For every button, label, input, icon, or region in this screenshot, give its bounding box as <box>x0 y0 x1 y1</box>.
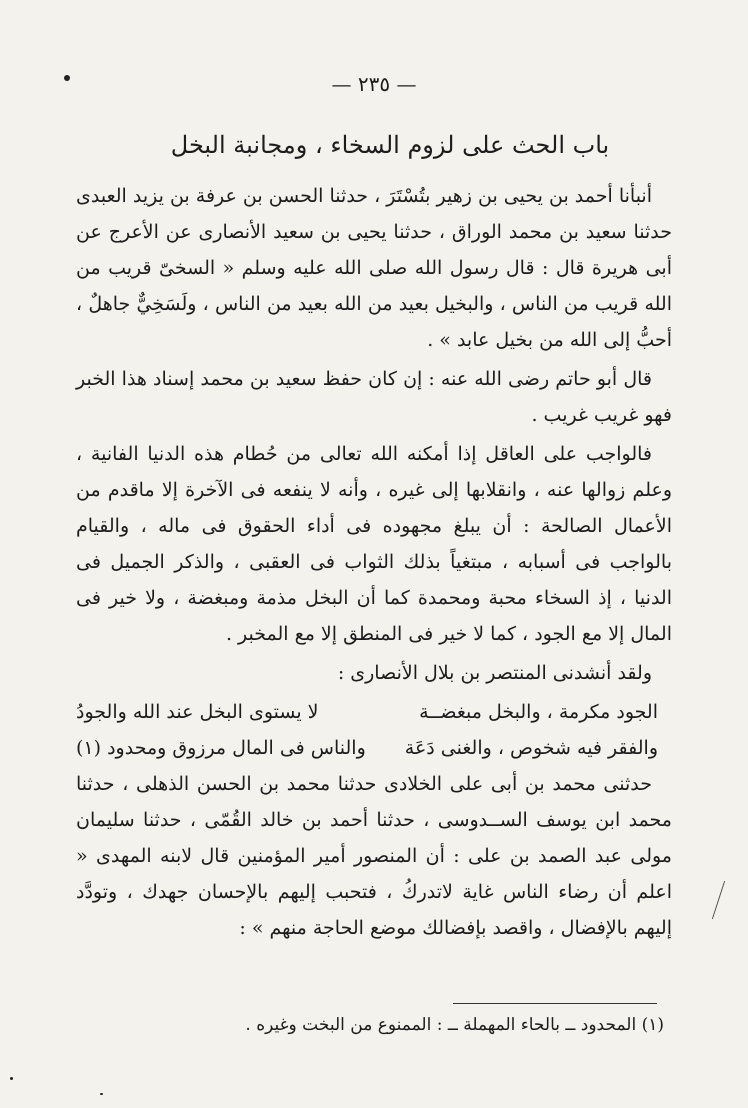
verse-second-hemistich: لا يستوى البخل عند الله والجودُ <box>76 701 319 723</box>
ink-speck <box>10 1077 13 1080</box>
verse-second-hemistich: والناس فى المال مرزوق ومحدود (١) <box>76 737 366 759</box>
main-text <box>76 178 672 949</box>
paragraph-isnad: حدثنى محمد بن أبى على الخلادى حدثنا محمد بن الحسن الذهلى ، حدثنا محمد ابن يوسف الســدوسى ، حدثنا أحمد بن خالد القُمّى ، حدثنا سليمان مولى عبد الصمد بن على : أن المنصور أمير المؤمنين قال لابنه المهدى « اعلم أن رضاء الناس غاية لاتدركُ ، فتحبب إليهم بالإحسان جهدك ، وتودَّد إليهم بالإفضال ، واقصد بإفضالك موضع الحاجة منهم » : <box>76 773 672 939</box>
margin-mark <box>712 881 725 919</box>
ink-speck <box>100 1093 103 1095</box>
footnote-divider <box>453 1003 657 1004</box>
verse-first-hemistich: والفقر فيه شخوص ، والغنى دَعَة <box>404 737 658 759</box>
paragraph-duty: فالواجب على العاقل إذا أمكنه الله تعالى من حُطام هذه الدنيا الفانية ، وعلم زوالها عنه ، وانقلابها إلى غيره ، وأنه لا ينفعه فى الآخرة إلا ماقدم من الأعمال الصالحة : أن يبلغ مجهوده فى أداء الحقوق فى ماله ، والقيام بالواجب فى أسبابه ، مبتغياً بذلك الثواب فى العقبى ، والذكر الجميل فى الدنيا ، إذ السخاء محبة ومحمدة كما أن البخل مذمة ومبغضة ، ولا خير فى المال إلا مع الجود ، كما لا خير فى المنطق إلا مع المخبر . <box>76 443 672 645</box>
paragraph-hadith: أنبأنا أحمد بن يحيى بن زهير بتُسْتَرَ ، حدثنا الحسن بن عرفة بن يزيد العبدى حدثنا سعيد بن محمد الوراق ، حدثنا يحيى بن سعيد الأنصارى عن الأعرج عن أبى هريرة قال : قال رسول الله صلى الله عليه وسلم « السخىّ قريب من الله قريب من الناس ، والبخيل بعيد من الله بعيد من الناس ، ولَسَخِيٌّ جاهلٌ ، أحبُّ إلى الله من بخيل عابد » . <box>76 185 672 351</box>
chapter-heading: باب الحث على لزوم السخاء ، ومجانبة البخل <box>170 131 610 159</box>
verse-line <box>76 694 672 730</box>
verse-first-hemistich: الجود مكرمة ، والبخل مبغضــة <box>419 701 658 723</box>
footnote: (١) المحدود ــ بالحاء المهملة ــ : الممنوع من البخت وغيره . <box>245 1015 664 1035</box>
page-number: — ٢٣٥ — <box>331 72 417 96</box>
verse-line <box>76 730 672 766</box>
paragraph-verse-intro: ولقد أنشدنى المنتصر بن بلال الأنصارى : <box>337 662 652 684</box>
paragraph-commentary: قال أبو حاتم رضى الله عنه : إن كان حفظ سعيد بن محمد إسناد هذا الخبر فهو غريب غريب . <box>76 368 672 426</box>
